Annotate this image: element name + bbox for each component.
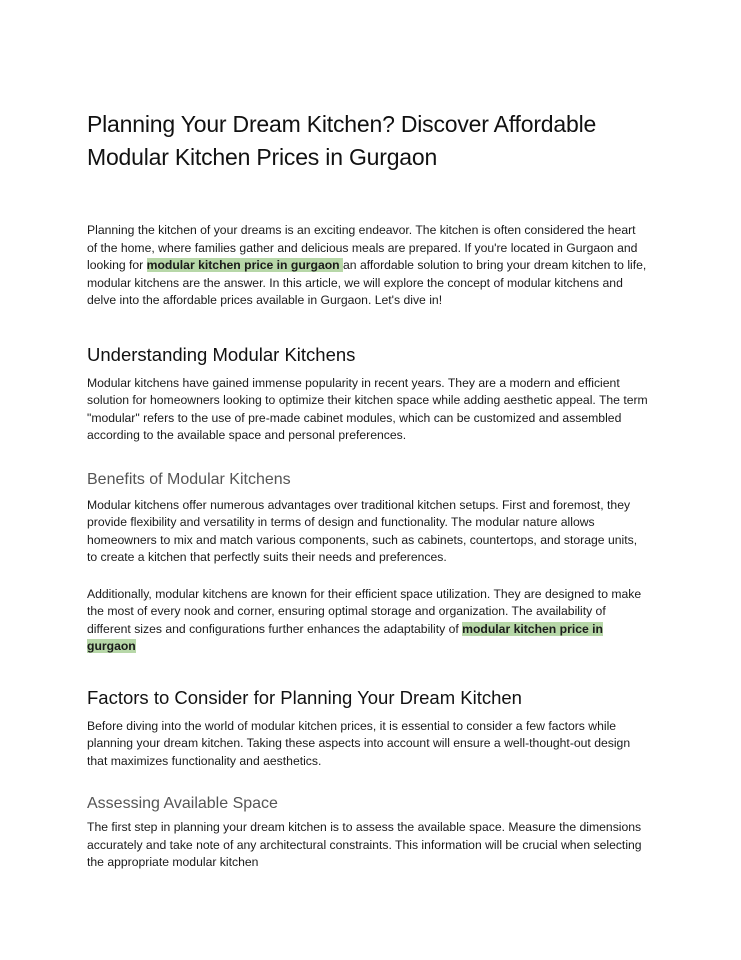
benefits-paragraph-2 [87, 586, 649, 656]
factors-paragraph: Before diving into the world of modular kitchen prices, it is essential to consider a few factors while planning your dream kitchen. Taking these aspects into account will ensure a well-thought-out design that maximizes functionality and aesthetics. [87, 718, 631, 768]
intro-paragraph [87, 222, 649, 310]
benefits-keyword-highlight: modular kitchen price in gurgaon [87, 621, 603, 653]
benefits-paragraph-1: Modular kitchens offer numerous advantages over traditional kitchen setups. First and foremost, they provide flexibility and versatility in terms of design and functionality. The modular nature allows homeowners to mix and match various components, such as cabinets, countertops, and storage units, to create a kitchen that perfectly suits their needs and preferences. [87, 497, 638, 564]
benefits-heading: Benefits of Modular Kitchens [87, 470, 291, 488]
space-paragraph: The first step in planning your dream kitchen is to assess the available space. Measure the dimensions accurately and take note of any architectural constraints. This information will be crucial when selecting the appropriate modular kitchen [87, 820, 642, 869]
document-title: Planning Your Dream Kitchen? Discover Affordable Modular Kitchen Prices in Gurgaon [87, 111, 597, 170]
understanding-heading: Understanding Modular Kitchens [87, 343, 356, 365]
space-heading: Assessing Available Space [87, 795, 278, 812]
document-page [87, 108, 649, 872]
factors-heading: Factors to Consider for Planning Your Dream Kitchen [87, 686, 522, 708]
intro-text-before: Planning the kitchen of your dreams is an exciting endeavor. The kitchen is often considered the heart of the home, where families gather and delicious meals are prepared. If you're located in Gurgaon and looking for [87, 223, 638, 272]
understanding-paragraph: Modular kitchens have gained immense popularity in recent years. They are a modern and efficient solution for homeowners looking to optimize their kitchen space while adding aesthetic appeal. The term "modular" refers to the use of pre-made cabinet modules, which can be customized and assembled according to the available space and personal preferences. [87, 375, 648, 442]
intro-keyword-highlight: modular kitchen price in gurgaon [146, 258, 344, 272]
benefits-paragraph-2-text: Additionally, modular kitchens are known for their efficient space utilization. They are designed to make the most of every nook and corner, ensuring optimal storage and organization. The availability of different sizes and configurations further enhances the adaptability of [87, 586, 642, 636]
intro-text-after: an affordable solution to bring your dream kitchen to life, modular kitchens are the answer. In this article, we will explore the concept of modular kitchens and delve into the affordable prices available in Gurgaon. Let's dive in! [87, 258, 647, 307]
